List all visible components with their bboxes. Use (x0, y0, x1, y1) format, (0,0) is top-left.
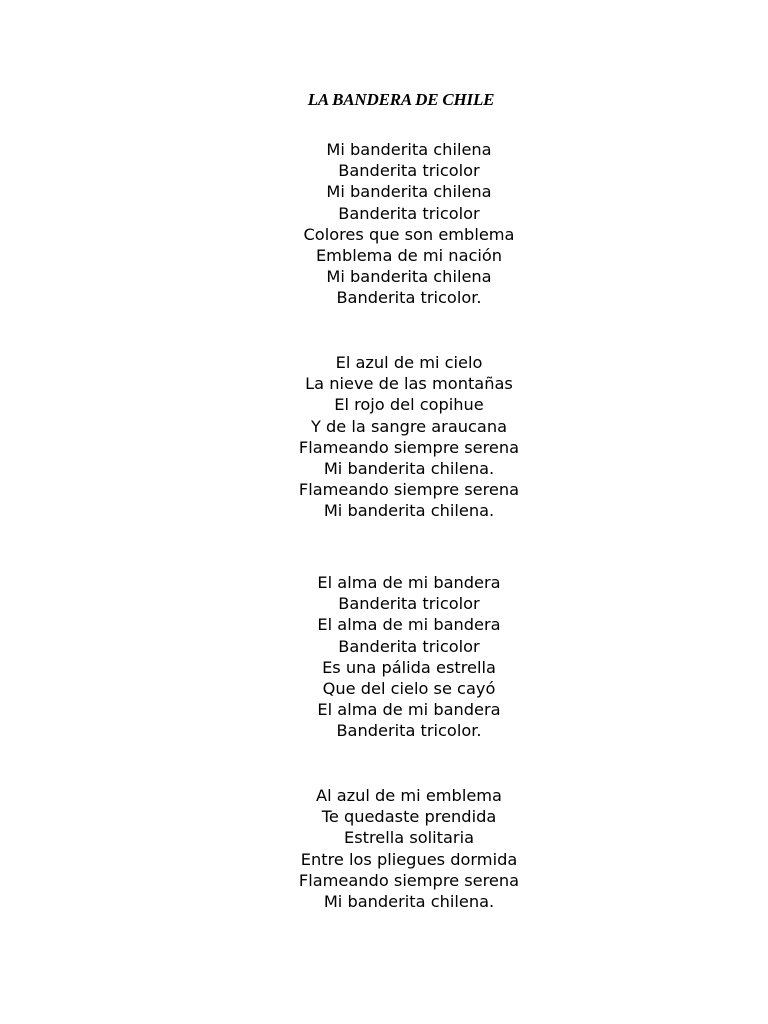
stanza-4 (0, 785, 768, 912)
poem-line: El alma de mi bandera (317, 573, 501, 592)
poem-line: Banderita tricolor. (336, 721, 482, 741)
poem-line: El azul de mi cielo (335, 353, 483, 372)
poem-title: LA BANDERA DE CHILE (307, 90, 495, 109)
poem-line: Banderita tricolor (338, 203, 480, 223)
poem-line: Mi banderita chilena (326, 267, 492, 287)
poem-line: El alma de mi bandera (317, 615, 501, 635)
poem-line: Al azul de mi emblema (316, 786, 502, 805)
poem-line: Mi banderita chilena (326, 182, 492, 202)
poem-line: Mi banderita chilena (326, 140, 492, 159)
poem-line: Flameando siempre serena (298, 480, 520, 500)
poem-line: Te quedaste prendida (321, 807, 497, 827)
stanza-1 (0, 139, 768, 309)
poem-line: Banderita tricolor (338, 161, 480, 181)
poem-line: Banderita tricolor (338, 636, 480, 656)
poem-line: Banderita tricolor. (336, 288, 482, 308)
poem-line: Emblema de mi nación (315, 246, 503, 266)
poem-line: Banderita tricolor (338, 594, 480, 614)
poem-line: Mi banderita chilena. (323, 501, 495, 521)
poem-line: Es una pálida estrella (322, 657, 496, 677)
poem-line: La nieve de las montañas (305, 374, 513, 394)
stanza-2 (0, 352, 768, 522)
poem-line: Y de la sangre araucana (310, 416, 508, 436)
poem-line: Colores que son emblema (303, 224, 515, 244)
poem-line: Entre los pliegues dormida (300, 849, 518, 869)
stanza-3 (0, 572, 768, 742)
poem-line: El alma de mi bandera (317, 700, 501, 720)
poem-line: El rojo del copihue (334, 395, 484, 415)
poem-line: Que del cielo se cayó (322, 679, 496, 699)
poem-line: Flameando siempre serena (298, 437, 520, 457)
poem-line: Estrella solitaria (344, 828, 474, 848)
poem-line: Flameando siempre serena (298, 870, 520, 890)
poem-line: Mi banderita chilena. (323, 459, 495, 479)
poem-line: Mi banderita chilena. (323, 892, 495, 912)
